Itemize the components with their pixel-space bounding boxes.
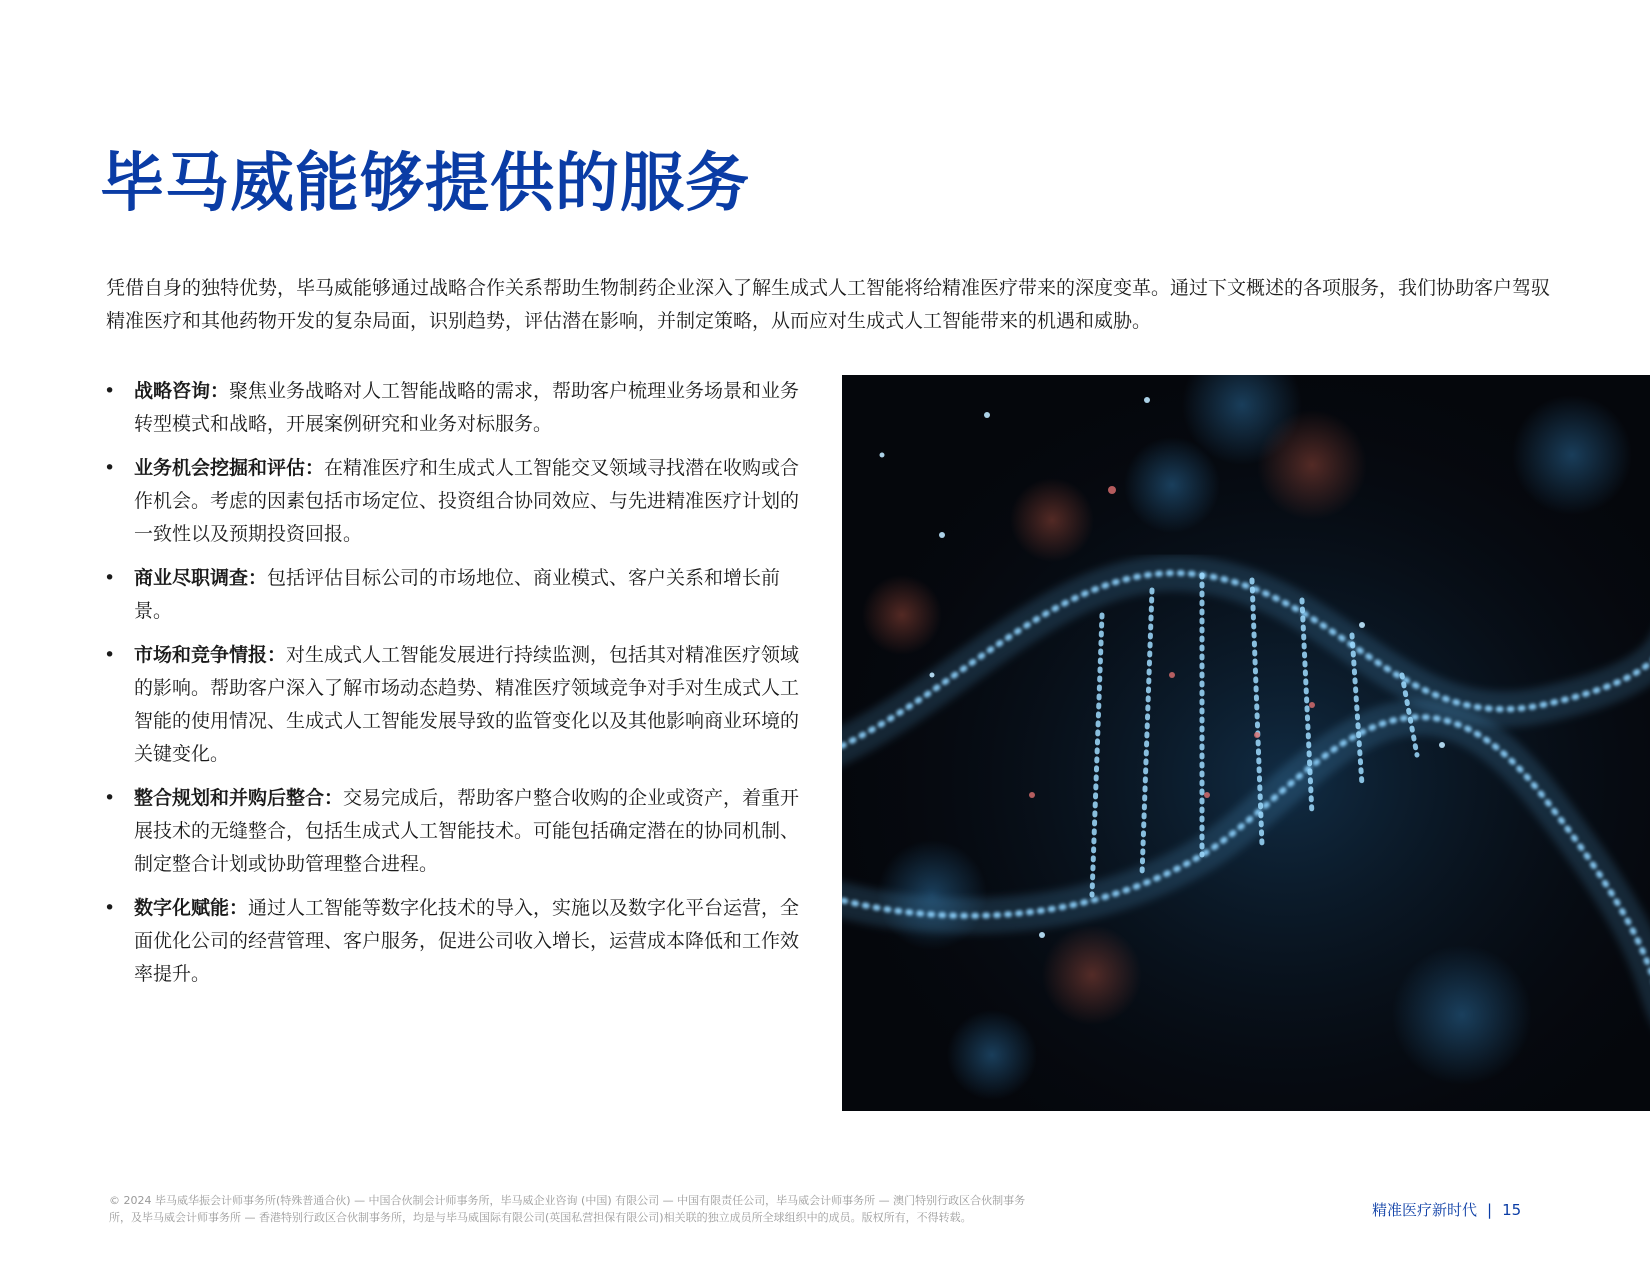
services-list (104, 375, 804, 1002)
footer-legal-notice: © 2024 毕马威华振会计师事务所(特殊普通合伙) — 中国合伙制会计师事务所，毕马威企业咨询 (中国) 有限公司 — 中国有限责任公司，毕马威会计师事务所 — 澳门特别行政区合伙制事务所，及毕马威会计师事务所 — 香港特别行政区合伙制事务所，均是与毕马威国际有限公司(英国私营担保有限公司)相关联的独立成员所全球组织中的成员。版权所有，不得转载。 (109, 1194, 1026, 1224)
service-description: 包括评估目标公司的市场地位、商业模式、客户关系和增长前景。 (134, 567, 781, 622)
page-number: 15 (1502, 1201, 1522, 1219)
service-name: 商业尽职调查： (134, 567, 268, 589)
service-description: 对生成式人工智能发展进行持续监测，包括其对精准医疗领域的影响。帮助客户深入了解市场动态趋势、精准医疗领域竞争对手对生成式人工智能的使用情况、生成式人工智能发展导致的监管变化以及其他影响商业环境的关键变化。 (134, 644, 800, 765)
service-description: 交易完成后，帮助客户整合收购的企业或资产，着重开展技术的无缝整合，包括生成式人工智能技术。可能包括确定潜在的协同机制、制定整合计划或协助管理整合进程。 (134, 787, 800, 875)
list-item (104, 452, 804, 551)
bullet-icon: • (104, 644, 116, 666)
list-item (104, 562, 804, 628)
list-item (104, 892, 804, 991)
service-description: 通过人工智能等数字化技术的导入，实施以及数字化平台运营，全面优化公司的经营管理、客户服务，促进公司收入增长，运营成本降低和工作效率提升。 (134, 897, 800, 985)
service-name: 业务机会挖掘和评估： (134, 457, 325, 479)
intro-paragraph: 凭借自身的独特优势，毕马威能够通过战略合作关系帮助生物制药企业深入了解生成式人工智能将给精准医疗带来的深度变革。通过下文概述的各项服务，我们协助客户驾驭精准医疗和其他药物开发的复杂局面，识别趋势，评估潜在影响，并制定策略，从而应对生成式人工智能带来的机遇和威胁。 (106, 277, 1551, 332)
service-name: 战略咨询： (134, 380, 230, 402)
service-description: 聚焦业务战略对人工智能战略的需求，帮助客户梳理业务场景和业务转型模式和战略，开展案例研究和业务对标服务。 (134, 380, 800, 435)
service-name: 数字化赋能： (134, 897, 249, 919)
bullet-icon: • (104, 380, 116, 402)
service-description: 在精准医疗和生成式人工智能交叉领域寻找潜在收购或合作机会。考虑的因素包括市场定位、投资组合协同效应、与先进精准医疗计划的一致性以及预期投资回报。 (134, 457, 800, 545)
footer-separator: | (1487, 1201, 1493, 1219)
bullet-icon: • (104, 897, 116, 919)
service-name: 市场和竞争情报： (134, 644, 287, 666)
dna-helix-image (842, 375, 1650, 1111)
page-footer (1372, 1199, 1521, 1220)
list-item (104, 639, 804, 771)
page-title: 毕马威能够提供的服务 (100, 147, 750, 221)
bullet-icon: • (104, 567, 116, 589)
bullet-icon: • (104, 457, 116, 479)
bullet-icon: • (104, 787, 116, 809)
list-item (104, 375, 804, 441)
list-item (104, 782, 804, 881)
document-name: 精准医疗新时代 (1372, 1201, 1478, 1219)
service-name: 整合规划和并购后整合： (134, 787, 344, 809)
